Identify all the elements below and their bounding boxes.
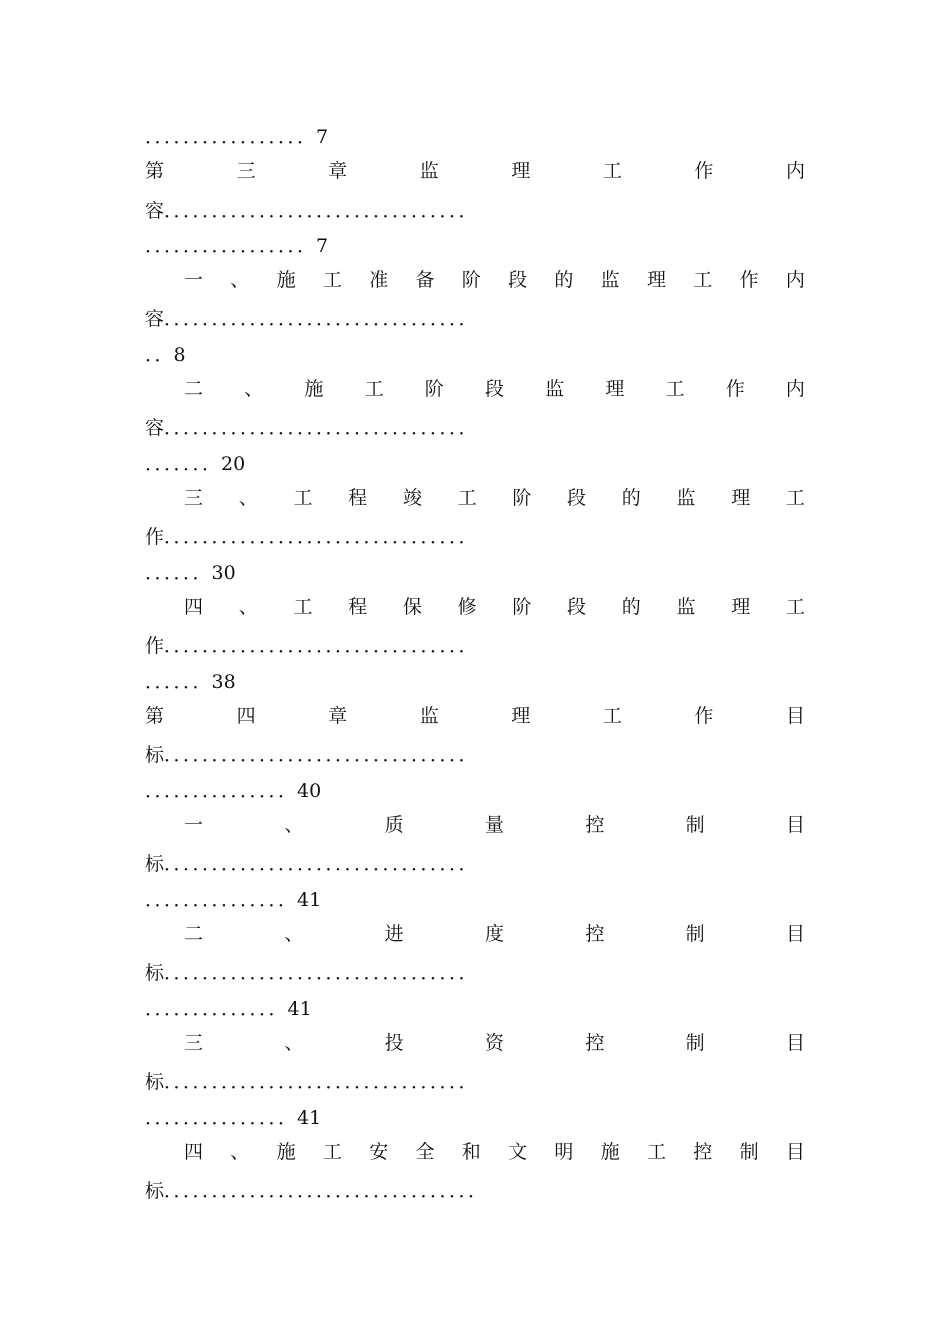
toc-heading-char: 阶 bbox=[461, 269, 481, 291]
toc-heading-char: 四 bbox=[184, 596, 204, 618]
toc-heading-char: 段 bbox=[567, 487, 587, 509]
toc-heading-char: 理 bbox=[731, 596, 751, 618]
toc-heading-char: 内 bbox=[785, 160, 805, 182]
toc-heading-char: 作 bbox=[694, 705, 714, 727]
toc-text: 标．．．．．．．．．．．．．．．．．．．．．．．．．．．．．．．． bbox=[145, 1071, 478, 1093]
toc-heading bbox=[184, 376, 805, 402]
toc-heading bbox=[184, 594, 805, 620]
toc-heading-char: 、 bbox=[238, 596, 258, 618]
toc-text: 标．．．．．．．．．．．．．．．．．．．．．．．．．．．．．．．． bbox=[145, 962, 478, 984]
toc-heading-char: 程 bbox=[348, 487, 368, 509]
toc-heading-char: 制 bbox=[685, 1032, 705, 1054]
toc-line bbox=[145, 778, 321, 804]
toc-text: 作．．．．．．．．．．．．．．．．．．．．．．．．．．．．．．．． bbox=[145, 526, 478, 548]
toc-heading-char: 阶 bbox=[512, 487, 532, 509]
toc-heading-char: 控 bbox=[585, 1032, 605, 1054]
toc-heading-char: 度 bbox=[484, 923, 504, 945]
toc-text: ．．．．．．．．．．．．．．．41 bbox=[145, 889, 322, 911]
toc-line bbox=[145, 669, 236, 695]
toc-heading-char: 的 bbox=[621, 596, 641, 618]
toc-heading-char: 、 bbox=[238, 487, 258, 509]
toc-heading-char: 工 bbox=[457, 487, 477, 509]
toc-heading-char: 工 bbox=[322, 269, 342, 291]
toc-heading-char: 施 bbox=[276, 269, 296, 291]
toc-heading-char: 、 bbox=[284, 923, 304, 945]
toc-line bbox=[145, 1178, 487, 1204]
toc-heading-char: 理 bbox=[511, 705, 531, 727]
toc-heading bbox=[184, 1030, 805, 1056]
toc-heading-char: 施 bbox=[304, 378, 324, 400]
toc-text: ．．．．．．．．．．．．．．．．．7 bbox=[145, 235, 329, 257]
toc-heading-char: 、 bbox=[230, 1141, 250, 1163]
toc-line bbox=[145, 415, 478, 441]
toc-heading-char: 质 bbox=[384, 814, 404, 836]
toc-text: ．．．．．．38 bbox=[145, 671, 236, 693]
toc-heading-char: 内 bbox=[785, 378, 805, 400]
toc-heading bbox=[184, 1139, 805, 1165]
toc-heading-char: 段 bbox=[508, 269, 528, 291]
toc-line bbox=[145, 124, 328, 150]
toc-heading-char: 第 bbox=[145, 160, 165, 182]
toc-heading bbox=[184, 267, 805, 293]
toc-heading-char: 二 bbox=[184, 378, 204, 400]
toc-text: 标．．．．．．．．．．．．．．．．．．．．．．．．．．．．．．．．． bbox=[145, 1180, 488, 1202]
toc-heading-char: 保 bbox=[402, 596, 422, 618]
toc-heading-char: 四 bbox=[236, 705, 256, 727]
toc-heading-char: 工 bbox=[785, 487, 805, 509]
toc-heading-char: 二 bbox=[184, 923, 204, 945]
toc-heading-char: 工 bbox=[364, 378, 384, 400]
toc-line bbox=[145, 996, 312, 1022]
toc-heading-char: 修 bbox=[457, 596, 477, 618]
toc-heading-char: 阶 bbox=[424, 378, 444, 400]
toc-heading-char: 章 bbox=[328, 705, 348, 727]
toc-heading-char: 、 bbox=[230, 269, 250, 291]
toc-heading-char: 制 bbox=[685, 923, 705, 945]
toc-line bbox=[145, 742, 478, 768]
toc-heading-char: 段 bbox=[484, 378, 504, 400]
toc-heading-char: 程 bbox=[348, 596, 368, 618]
toc-heading-char: 四 bbox=[184, 1141, 204, 1163]
toc-line bbox=[145, 851, 478, 877]
toc-heading-char: 工 bbox=[693, 269, 713, 291]
toc-text: ．．．．．．．20 bbox=[145, 453, 246, 475]
toc-text: 容．．．．．．．．．．．．．．．．．．．．．．．．．．．．．．．． bbox=[145, 308, 478, 330]
toc-heading bbox=[145, 158, 805, 184]
toc-heading-char: 章 bbox=[328, 160, 348, 182]
toc-heading-char: 投 bbox=[384, 1032, 404, 1054]
toc-heading-char: 控 bbox=[693, 1141, 713, 1163]
toc-heading-char: 理 bbox=[605, 378, 625, 400]
toc-text: ．．．．．．30 bbox=[145, 562, 236, 584]
toc-heading-char: 监 bbox=[545, 378, 565, 400]
toc-heading-char: 目 bbox=[785, 1032, 805, 1054]
toc-line bbox=[145, 306, 478, 332]
toc-heading-char: 备 bbox=[415, 269, 435, 291]
toc-heading-char: 三 bbox=[236, 160, 256, 182]
toc-text: 容．．．．．．．．．．．．．．．．．．．．．．．．．．．．．．．． bbox=[145, 417, 478, 439]
toc-line bbox=[145, 451, 245, 477]
toc-heading-char: 全 bbox=[415, 1141, 435, 1163]
toc-heading bbox=[184, 921, 805, 947]
toc-text: ．．．．．．．．．．．．．．41 bbox=[145, 998, 312, 1020]
toc-heading-char: 准 bbox=[369, 269, 389, 291]
toc-heading-char: 理 bbox=[511, 160, 531, 182]
toc-heading-char: 理 bbox=[646, 269, 666, 291]
toc-heading-char: 制 bbox=[739, 1141, 759, 1163]
toc-line bbox=[145, 960, 478, 986]
toc-line bbox=[145, 233, 328, 259]
toc-text: 作．．．．．．．．．．．．．．．．．．．．．．．．．．．．．．．． bbox=[145, 635, 478, 657]
toc-heading-char: 监 bbox=[419, 160, 439, 182]
toc-heading-char: 目 bbox=[785, 814, 805, 836]
toc-heading-char: 控 bbox=[585, 923, 605, 945]
toc-text: 标．．．．．．．．．．．．．．．．．．．．．．．．．．．．．．．． bbox=[145, 853, 478, 875]
toc-heading-char: 监 bbox=[600, 269, 620, 291]
toc-heading-char: 工 bbox=[293, 487, 313, 509]
toc-line bbox=[145, 1069, 478, 1095]
toc-heading-char: 三 bbox=[184, 1032, 204, 1054]
toc-heading-char: 工 bbox=[646, 1141, 666, 1163]
toc-heading-char: 和 bbox=[461, 1141, 481, 1163]
toc-heading-char: 目 bbox=[785, 923, 805, 945]
toc-line bbox=[145, 198, 478, 224]
toc-text: ．．．．．．．．．．．．．．．41 bbox=[145, 1107, 322, 1129]
toc-heading-char: 工 bbox=[602, 160, 622, 182]
toc-line bbox=[145, 560, 236, 586]
toc-heading-char: 文 bbox=[508, 1141, 528, 1163]
toc-heading-char: 作 bbox=[739, 269, 759, 291]
toc-heading-char: 制 bbox=[685, 814, 705, 836]
toc-heading-char: 目 bbox=[785, 705, 805, 727]
toc-heading-char: 监 bbox=[419, 705, 439, 727]
toc-heading-char: 一 bbox=[184, 814, 204, 836]
toc-heading bbox=[184, 812, 805, 838]
toc-heading-char: 量 bbox=[484, 814, 504, 836]
toc-line bbox=[145, 524, 478, 550]
toc-heading-char: 阶 bbox=[512, 596, 532, 618]
toc-text: 容．．．．．．．．．．．．．．．．．．．．．．．．．．．．．．．． bbox=[145, 200, 478, 222]
toc-heading-char: 进 bbox=[384, 923, 404, 945]
toc-heading-char: 段 bbox=[567, 596, 587, 618]
toc-heading-char: 工 bbox=[665, 378, 685, 400]
toc-heading-char: 监 bbox=[676, 487, 696, 509]
toc-heading-char: 的 bbox=[554, 269, 574, 291]
toc-heading-char: 作 bbox=[694, 160, 714, 182]
toc-heading-char: 监 bbox=[676, 596, 696, 618]
toc-text: 标．．．．．．．．．．．．．．．．．．．．．．．．．．．．．．．． bbox=[145, 744, 478, 766]
toc-line bbox=[145, 1105, 321, 1131]
toc-text: ．．．．．．．．．．．．．．．．．7 bbox=[145, 126, 329, 148]
toc-heading-char: 明 bbox=[554, 1141, 574, 1163]
toc-heading-char: 工 bbox=[602, 705, 622, 727]
toc-heading-char: 工 bbox=[322, 1141, 342, 1163]
toc-heading-char: 安 bbox=[369, 1141, 389, 1163]
toc-heading-char: 、 bbox=[244, 378, 264, 400]
toc-line bbox=[145, 342, 186, 368]
toc-heading bbox=[145, 703, 805, 729]
toc-heading-char: 施 bbox=[600, 1141, 620, 1163]
toc-line bbox=[145, 887, 321, 913]
toc-heading-char: 工 bbox=[293, 596, 313, 618]
toc-line bbox=[145, 633, 478, 659]
toc-heading-char: 目 bbox=[785, 1141, 805, 1163]
toc-heading-char: 工 bbox=[785, 596, 805, 618]
toc-heading-char: 的 bbox=[621, 487, 641, 509]
toc-text: ．．8 bbox=[145, 344, 186, 366]
toc-heading-char: 、 bbox=[284, 1032, 304, 1054]
toc-heading-char: 竣 bbox=[402, 487, 422, 509]
toc-heading-char: 第 bbox=[145, 705, 165, 727]
toc-heading-char: 作 bbox=[725, 378, 745, 400]
toc-heading-char: 一 bbox=[184, 269, 204, 291]
toc-heading-char: 、 bbox=[284, 814, 304, 836]
toc-heading-char: 施 bbox=[276, 1141, 296, 1163]
toc-heading-char: 控 bbox=[585, 814, 605, 836]
toc-text: ．．．．．．．．．．．．．．．40 bbox=[145, 780, 322, 802]
toc-heading-char: 资 bbox=[484, 1032, 504, 1054]
toc-heading-char: 三 bbox=[184, 487, 204, 509]
toc-heading-char: 内 bbox=[785, 269, 805, 291]
toc-heading-char: 理 bbox=[731, 487, 751, 509]
toc-heading bbox=[184, 485, 805, 511]
